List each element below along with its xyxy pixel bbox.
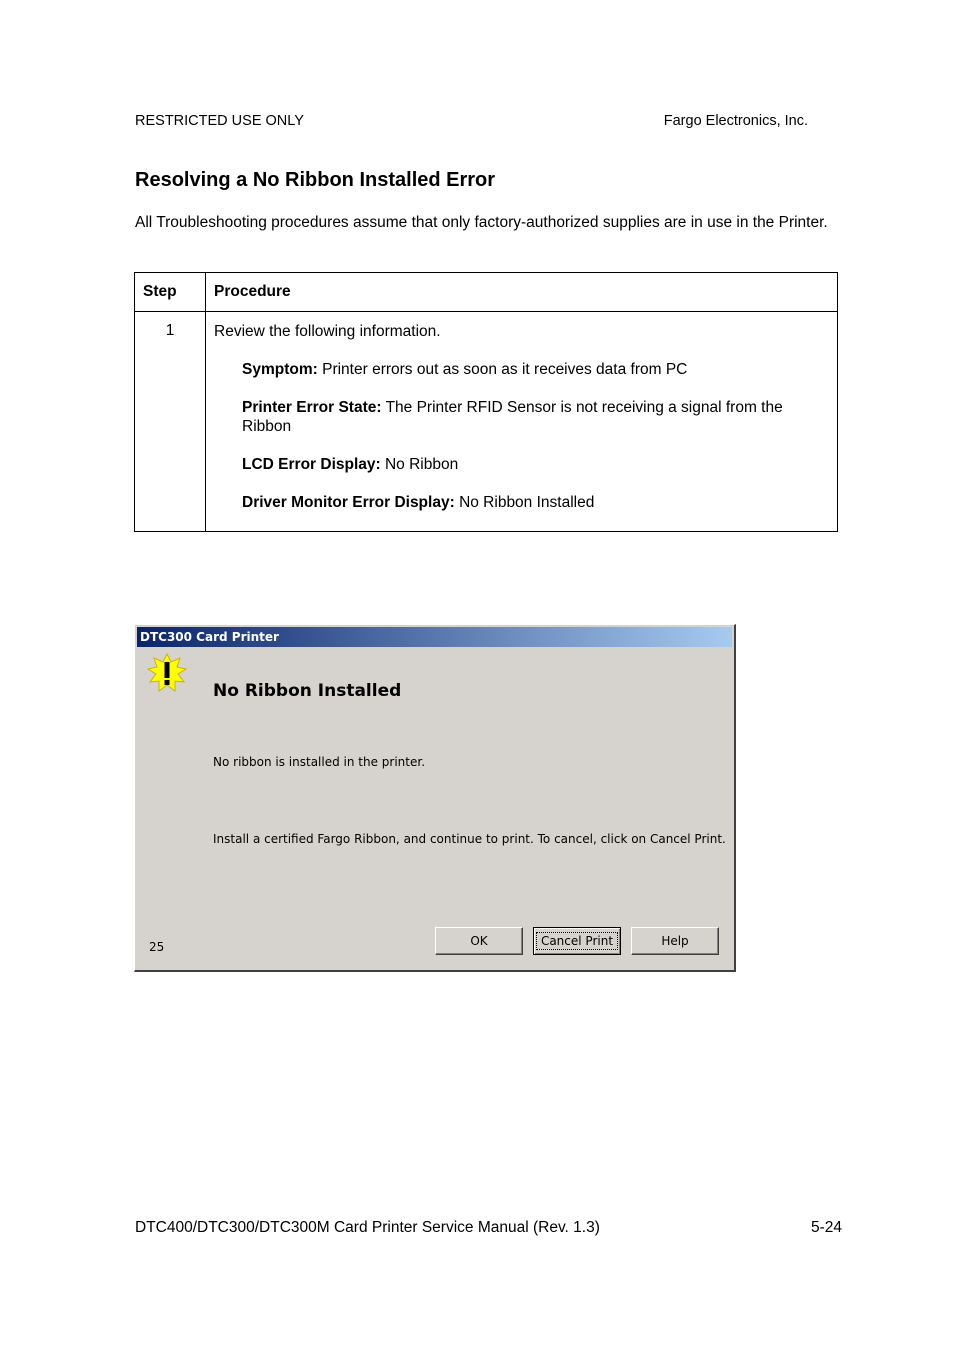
header-left: RESTRICTED USE ONLY — [135, 113, 304, 129]
item-text: The Printer RFID Sensor is not receiving a signal from the Ribbon — [242, 399, 783, 435]
item-label: Symptom: — [242, 361, 318, 378]
procedure-table — [134, 272, 838, 532]
error-state-item — [214, 398, 829, 436]
item-label: LCD Error Display: — [242, 456, 381, 473]
dialog-title: DTC300 Card Printer — [140, 630, 279, 644]
error-dialog-screenshot — [134, 624, 736, 972]
dialog-instructions: Install a certified Fargo Ribbon, and continue to print. To cancel, click on Cancel Print. — [213, 832, 726, 846]
table-header-row — [135, 273, 838, 312]
dialog-titlebar — [137, 627, 732, 647]
step-header: Step — [135, 273, 206, 312]
driver-monitor-item — [214, 493, 829, 512]
page-title: Resolving a No Ribbon Installed Error — [135, 169, 496, 191]
ok-button[interactable]: OK — [435, 927, 523, 955]
header-right: Fargo Electronics, Inc. — [663, 113, 808, 129]
lcd-display-item — [214, 455, 829, 474]
item-text: No Ribbon Installed — [459, 494, 595, 511]
footer-left: DTC400/DTC300/DTC300M Card Printer Service Manual (Rev. 1.3) — [135, 1219, 600, 1236]
item-text: Printer errors out as soon as it receives data from PC — [322, 361, 688, 378]
table-row — [135, 312, 838, 532]
procedure-header: Procedure — [206, 273, 838, 312]
warning-icon — [147, 653, 187, 693]
item-label: Printer Error State: — [242, 399, 382, 416]
item-text: No Ribbon — [384, 456, 459, 473]
page-number: 5-24 — [810, 1219, 842, 1236]
symptom-item — [214, 360, 829, 379]
cancel-print-label: Cancel Print — [536, 932, 618, 950]
intro-paragraph: All Troubleshooting procedures assume that only factory-authorized supplies are in use in the Printer. — [135, 214, 828, 231]
help-button[interactable]: Help — [631, 927, 719, 955]
dialog-error-code: 25 — [149, 940, 165, 954]
procedure-lead: Review the following information. — [214, 323, 441, 340]
cancel-print-button[interactable] — [533, 927, 621, 955]
dialog-heading: No Ribbon Installed — [213, 681, 402, 701]
dialog-message: No ribbon is installed in the printer. — [213, 755, 426, 769]
procedure-cell — [206, 312, 838, 532]
item-label: Driver Monitor Error Display: — [242, 494, 455, 511]
step-number: 1 — [135, 312, 206, 532]
